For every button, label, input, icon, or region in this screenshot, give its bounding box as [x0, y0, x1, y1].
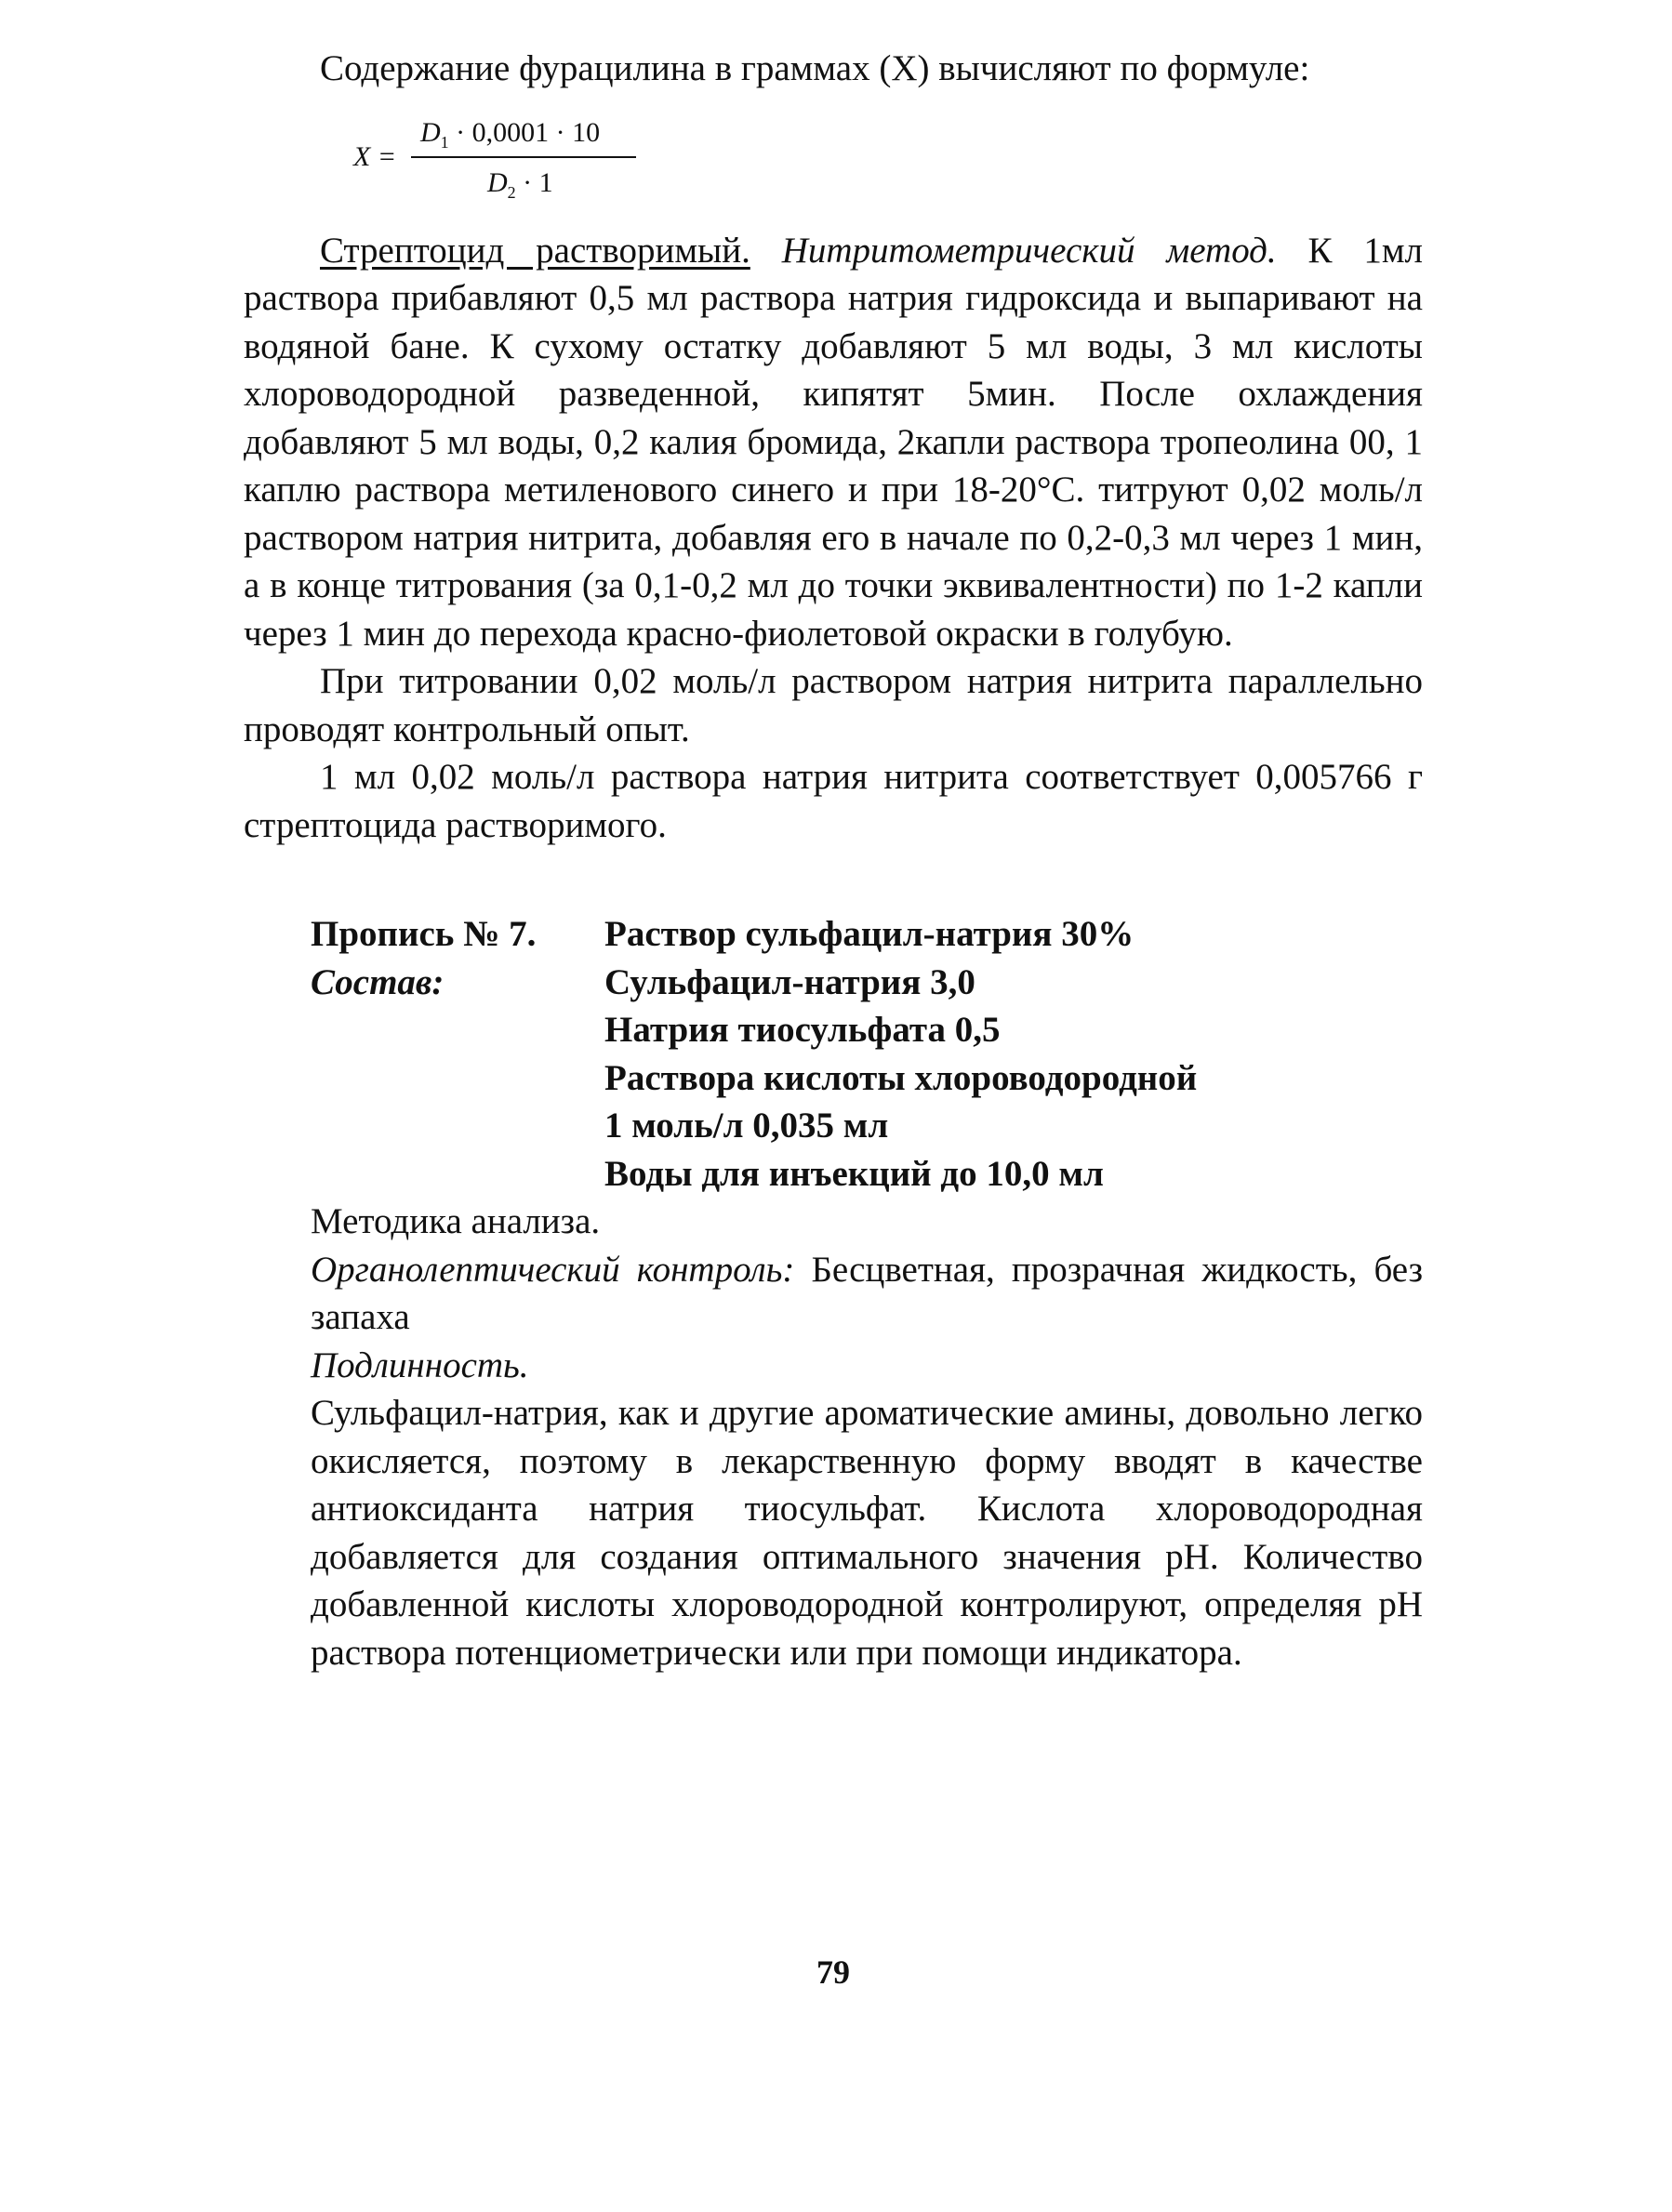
- streptocide-method: Нитритометрический метод.: [781, 230, 1277, 271]
- recipe-item: Раствора кислоты хлороводородной: [604, 1057, 1198, 1098]
- recipe-title: Раствор сульфацил-натрия 30%: [604, 914, 1135, 954]
- recipe-item-row: [244, 1102, 1423, 1150]
- identity-heading: Подлинность.: [311, 1344, 529, 1385]
- streptocide-title: Стрептоцид растворимый.: [320, 230, 750, 271]
- recipe-item-row: [244, 1150, 1423, 1199]
- page-number: 79: [816, 1954, 850, 1991]
- recipe-item: 1 моль/л 0,035 мл: [604, 1106, 889, 1146]
- streptocide-body: К 1мл раствора прибавляют 0,5 мл раствора натрия гидроксида и выпаривают на водяной бане. К сухому остатку добавляют 5 мл воды, 3 мл кислоты хлороводородной разведенной, кипятят 5мин. После охлаждения добавляют 5 мл воды, 0,2 калия бромида, 2капли раствора тропеолина 00, 1 каплю раствора метиленового синего и при 18-20°С. титруют 0,02 моль/л раствором натрия нитрита, добавляя его в начале по 0,2-0,3 мл через 1 мин, а в конце титрования (за 0,1-0,2 мл до точки эквивалентности) по 1-2 капли через 1 мин до перехода красно-фиолетовой окраски в голубую.: [244, 230, 1423, 654]
- recipe-item: Сульфацил-натрия 3,0: [604, 961, 975, 1002]
- fraction-bar: [411, 156, 636, 158]
- equivalent-paragraph: 1 мл 0,02 моль/л раствора натрия нитрита соответствует 0,005766 г стрептоцида растворимого.: [244, 757, 1423, 845]
- identity-paragraph: Сульфацил-натрия, как и другие ароматические амины, довольно легко окисляется, поэтому в лекарственную форму вводят в качестве антиоксиданта натрия тиосульфат. Кислота хлороводородная добавляется для создания оптимального значения рН. Количество добавленной кислоты хлороводородной контролируют, определяя рН раствора потенциометрически или при помощи индикатора.: [311, 1393, 1423, 1673]
- formula-denominator: $D_2 \cdot 1$: [487, 166, 553, 202]
- organoleptic-text: Бесцветная, прозрачная жидкость, без запаха: [311, 1249, 1423, 1337]
- streptocide-paragraph: [244, 227, 1423, 658]
- formula-lhs: X =: [353, 140, 397, 172]
- control-paragraph: При титровании 0,02 моль/л раствором натрия нитрита параллельно проводят контрольный опыт.: [244, 661, 1423, 749]
- document-page: [244, 45, 1423, 1991]
- recipe-title-row: [244, 910, 1423, 959]
- organoleptic-paragraph: [311, 1246, 1423, 1342]
- recipe-label: Пропись № 7.: [311, 914, 537, 954]
- organoleptic-label: Органолептический контроль:: [311, 1249, 795, 1290]
- formula: [244, 97, 1423, 227]
- recipe-item: Натрия тиосульфата 0,5: [604, 1010, 1001, 1050]
- recipe-item: Воды для инъекций до 10,0 мл: [604, 1153, 1104, 1194]
- composition-label: Состав:: [311, 961, 445, 1002]
- formula-numerator: $D_1 \cdot 0,0001 \cdot 10$: [420, 116, 601, 152]
- recipe-item-row: [244, 1006, 1423, 1054]
- analysis-heading: Методика анализа.: [311, 1201, 601, 1241]
- recipe-item-row: [244, 959, 1423, 1007]
- intro-paragraph: Содержание фурацилина в граммах (X) вычисляют по формуле:: [320, 48, 1310, 88]
- recipe-item-row: [244, 1054, 1423, 1103]
- recipe-block: [244, 910, 1423, 1198]
